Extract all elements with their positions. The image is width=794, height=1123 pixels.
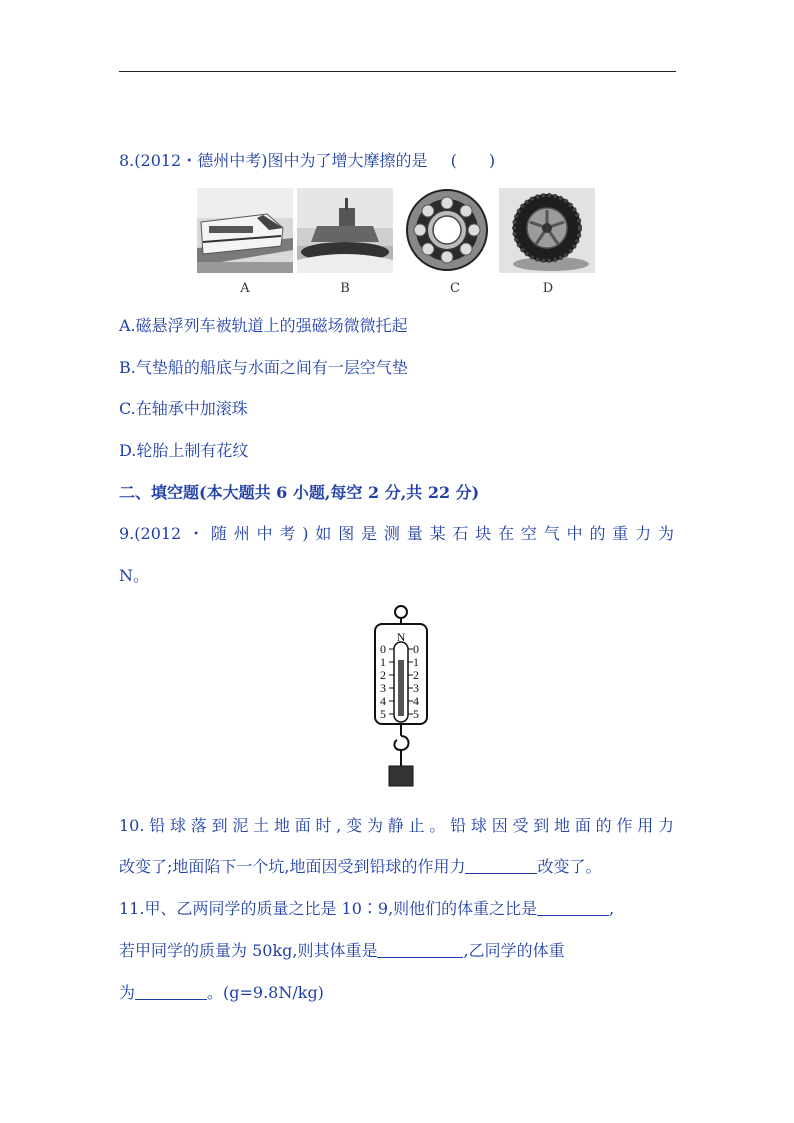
scale-tick-left-2: 2 xyxy=(380,668,386,682)
figure-label-b: B xyxy=(340,281,350,296)
q8-stem xyxy=(119,150,495,172)
q11-line-2 xyxy=(119,940,565,962)
q10-answer-blank[interactable] xyxy=(465,858,537,874)
q9-line-1: 9.(2012・随州中考)如图是测量某石块在空气中的重力为 xyxy=(119,524,674,543)
q10-line-2-text: 改变了;地面陷下一个坑,地面因受到铅球的作用力 xyxy=(119,857,466,876)
q10-line-1: 10.铅球落到泥土地面时,变为静止。铅球因受到地面的作用力 xyxy=(119,816,674,835)
figure-label-c: C xyxy=(450,281,460,296)
q11-line-3-end: 。(g=9.8N/kg) xyxy=(207,983,324,1002)
q10-line-2-end: 改变了。 xyxy=(537,857,602,876)
scale-tick-right-1: 1 xyxy=(413,655,419,669)
ball-bearing-photo xyxy=(399,188,495,273)
figure-label-d: D xyxy=(542,281,554,296)
q8-option-d: D.轮胎上制有花纹 xyxy=(119,441,249,460)
scale-tick-left-0: 0 xyxy=(380,642,386,656)
scale-unit: N xyxy=(396,630,406,644)
scale-tick-right-5: 5 xyxy=(413,707,419,721)
scale-tick-left-5: 5 xyxy=(380,707,386,721)
q8-stem-text: 8.(2012・德州中考)图中为了增大摩擦的是 xyxy=(119,151,428,170)
section-heading: 二、填空题(本大题共 6 小题,每空 2 分,共 22 分) xyxy=(119,483,480,502)
scale-tick-right-3: 3 xyxy=(413,681,419,695)
q11-line-1 xyxy=(119,898,614,920)
maglev-train-photo xyxy=(197,188,293,273)
scale-tick-right-4: 4 xyxy=(413,694,419,708)
tire-photo xyxy=(499,188,595,273)
hovercraft-photo xyxy=(297,188,393,273)
scale-tick-left-3: 3 xyxy=(380,681,386,695)
q8-option-b: B.气垫船的船底与水面之间有一层空气垫 xyxy=(119,358,408,377)
header-rule xyxy=(119,71,676,72)
q11-line-1-text: 11.甲、乙两同学的质量之比是 10∶9,则他们的体重之比是 xyxy=(119,899,538,918)
q10-line-2 xyxy=(119,856,602,878)
figure-label-a: A xyxy=(240,281,250,296)
q9-line-2: N。 xyxy=(119,566,150,585)
scale-tick-right-0: 0 xyxy=(413,642,419,656)
q8-option-c: C.在轴承中加滚珠 xyxy=(119,399,248,418)
q11-answer-blank-2[interactable] xyxy=(377,942,463,958)
q11-answer-blank-1[interactable] xyxy=(537,900,609,916)
q11-line-1-end: , xyxy=(609,899,615,918)
spring-scale-figure xyxy=(365,602,429,792)
scale-tick-right-2: 2 xyxy=(413,668,419,682)
q11-line-2-text: 若甲同学的质量为 50kg,则其体重是 xyxy=(119,941,378,960)
q11-line-3 xyxy=(119,982,324,1004)
q8-option-a: A.磁悬浮列车被轨道上的强磁场微微托起 xyxy=(119,316,408,335)
q11-line-3-text: 为 xyxy=(119,983,136,1002)
scale-tick-left-4: 4 xyxy=(380,694,386,708)
q11-answer-blank-3[interactable] xyxy=(135,984,207,1000)
q8-answer-paren: ( ) xyxy=(450,151,496,170)
scale-tick-left-1: 1 xyxy=(380,655,386,669)
q11-line-2-end: ,乙同学的体重 xyxy=(463,941,565,960)
